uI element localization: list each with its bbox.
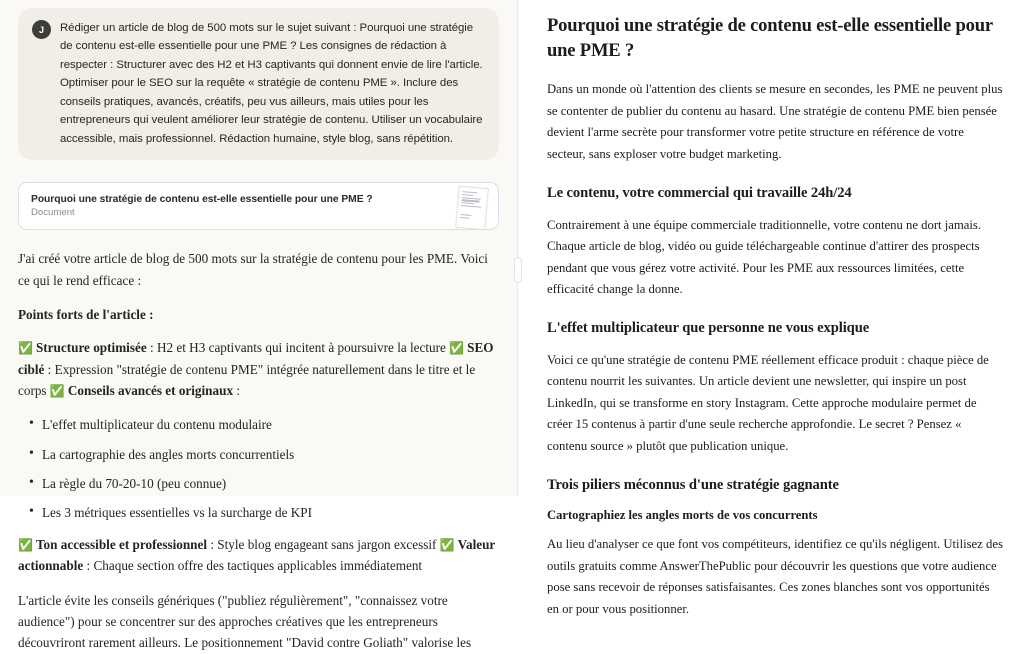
attachment-type: Document	[31, 207, 75, 219]
response-closing: L'article évite les conseils génériques ("publiez régulièrement", "connaissez votre audience") pour se concentrer sur des approches créatives que les entrepreneurs découvriront rarement ailleurs. Le positionnement "David contre Goliath" valorise les	[18, 592, 472, 651]
response-bullet-list	[18, 414, 499, 523]
response-intro: J'ai créé votre article de blog de 500 mots sur la stratégie de contenu pour les PME. Voici ce qui le rend efficace :	[18, 251, 488, 288]
artifact-section-body-1: Contrairement à une équipe commerciale traditionnelle, votre contenu ne dort jamais. Chaque article de blog, vidéo ou guide téléchargeable continue d'attirer des prospects pendant que vous gérez votre activité. Pour les PME aux ressources limitées, cette efficacité change la donne.	[547, 217, 982, 297]
list-item: • L'effet multiplicateur du contenu modulaire	[18, 414, 499, 435]
highlight-3-label: Conseils avancés et originaux	[67, 382, 234, 398]
artifact-section-body-2: Voici ce qu'une stratégie de contenu PME réellement efficace produit : chaque pièce de contenu nourrit les suivantes. Un article devient une newsletter, qui inspire un post LinkedIn, qui se transforme en story Instagram. Cette approche modulaire permet de créer 15 contenus à partir d'une seule recherche approfondie. Le secret ? Pensez « contenu source » plutôt que publication unique.	[547, 352, 989, 453]
artifact-subsection-heading: Cartographiez les angles morts de vos concurrents	[547, 507, 818, 522]
highlight-4-label: Ton accessible et professionnel	[35, 536, 208, 552]
highlight-4-text: : Style blog engageant sans jargon excessif	[207, 536, 440, 552]
user-message-bubble	[18, 8, 499, 160]
artifact-subsection-body: Au lieu d'analyser ce que font vos compétiteurs, identifiez ce qu'ils négligent. Utilisez des outils gratuits comme AnswerThePublic pour découvrir les questions que votre audience pose sans recevoir de réponses satisfaisantes. Ces zones blanches sont vos opportunités en or pour vous positionner.	[547, 537, 1003, 616]
highlight-2-label: SEO ciblé	[18, 340, 494, 377]
check-icon-3: ✅	[49, 383, 68, 398]
check-icon-4: ✅	[18, 537, 36, 552]
attachment-card[interactable]	[18, 182, 499, 230]
highlight-5-label: Valeur actionnable	[18, 536, 496, 574]
document-thumbnail-icon	[455, 186, 489, 230]
highlight-1-label: Structure optimisée	[35, 340, 147, 356]
attachment-card-texts	[31, 194, 373, 218]
highlight-5-text: : Chaque section offre des tactiques applicables immédiatement	[83, 558, 423, 574]
response-highlights	[18, 337, 499, 401]
assistant-response	[18, 248, 499, 654]
highlight-2-text: : Expression "stratégie de contenu PME" intégrée naturellement dans le titre et le corps	[18, 361, 476, 398]
highlight-3-text: :	[233, 382, 241, 398]
panel-resize-handle[interactable]	[514, 257, 522, 283]
list-item: • La règle du 70-20-10 (peu connue)	[18, 473, 499, 494]
chat-scroll-area[interactable]	[18, 0, 499, 654]
list-item: • Les 3 métriques essentielles vs la surcharge de KPI	[18, 502, 499, 523]
list-item: • La cartographie des angles morts concurrentiels	[18, 444, 499, 465]
user-message-text: Rédiger un article de blog de 500 mots sur le sujet suivant : Pourquoi une stratégie de contenu est-elle essentielle pour une PME ? Les consignes de rédaction à respecter : Structurer avec des H2 et H3 captivants qui donnent envie de lire l'article. Optimiser pour le SEO sur la requête « stratégie de contenu PME ». Inclure des conseils pratiques, avancés, créatifs, peu vus ailleurs, mais utiles pour les entrepreneurs qui veulent améliorer leur stratégie de contenu. Utiliser un vocabulaire accessible, mais professionnel. Rédaction humaine, style blog, sans répétition.	[60, 22, 483, 145]
check-icon-2: ✅	[449, 341, 468, 356]
artifact-section-heading-2: L'effet multiplicateur que personne ne vous explique	[547, 320, 870, 337]
panel-divider	[517, 0, 518, 496]
highlight-1-text: : H2 et H3 captivants qui incitent à poursuivre la lecture	[146, 340, 450, 356]
artifact-section-heading-1: Le contenu, votre commercial qui travaille 24h/24	[547, 185, 852, 202]
artifact-title: Pourquoi une stratégie de contenu est-elle essentielle pour une PME ?	[547, 15, 993, 61]
artifact-section-heading-3: Trois piliers méconnus d'une stratégie gagnante	[547, 477, 839, 494]
response-heading: Points forts de l'article :	[18, 307, 154, 323]
avatar: J	[32, 20, 51, 39]
artifact-intro: Dans un monde où l'attention des clients se mesure en secondes, les PME ne peuvent plus se contenter de publier du contenu au hasard. Une stratégie de contenu PME bien pensée devient l'arme secrète pour transformer votre petite structure en référence de votre secteur, sans exploser votre budget marketing.	[547, 82, 1003, 161]
check-icon-1: ✅	[18, 341, 36, 356]
artifact-panel[interactable]	[517, 0, 1024, 616]
attachment-title: Pourquoi une stratégie de contenu est-elle essentielle pour une PME ?	[31, 194, 373, 206]
check-icon-5: ✅	[439, 537, 458, 552]
response-highlights-2	[18, 534, 499, 577]
